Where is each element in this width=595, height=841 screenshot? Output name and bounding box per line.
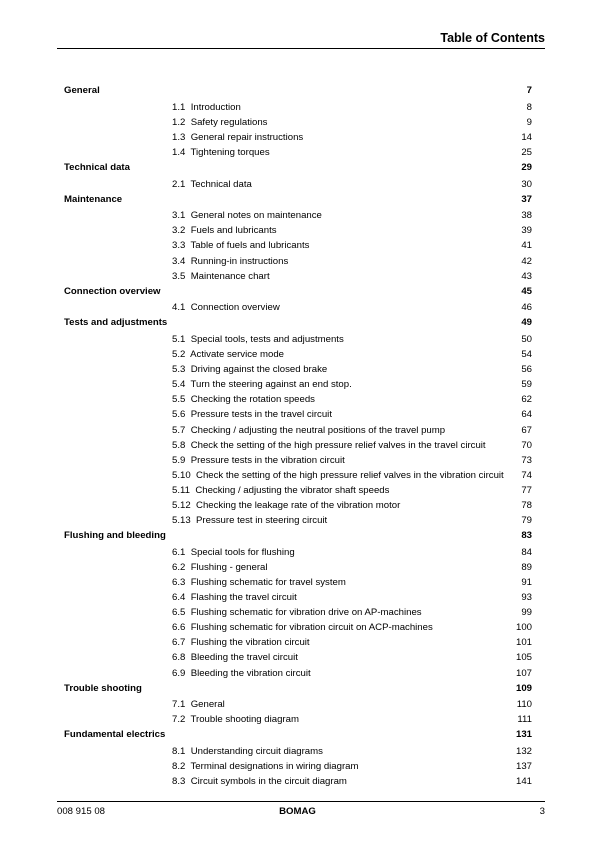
toc-item-page: 64	[521, 409, 532, 421]
toc-item-label	[172, 468, 504, 483]
toc-item-page: 8	[526, 101, 532, 113]
toc-item-label	[172, 377, 352, 392]
toc-item-text: Connection overview	[190, 302, 280, 314]
toc-section-row[interactable]	[64, 681, 532, 698]
toc-item-row[interactable]	[64, 560, 532, 575]
toc-item-page: 101	[515, 637, 532, 649]
toc-item-text: Maintenance chart	[190, 270, 270, 282]
toc-item-page: 9	[526, 116, 532, 128]
toc-section-title: Fundamental electrics	[64, 729, 166, 741]
toc-item-label	[172, 620, 433, 635]
toc-section-page: 45	[521, 285, 532, 297]
toc-item-label	[172, 635, 310, 650]
toc-item-text: Circuit symbols in the circuit diagram	[190, 776, 347, 788]
toc-item-page: 43	[521, 270, 532, 282]
toc-item-text: Check the setting of the high pressure relief valves in the vibration circuit	[196, 469, 504, 481]
toc-item-number: 5.8	[172, 439, 186, 451]
toc-item-row[interactable]	[64, 438, 532, 453]
toc-section-page: 109	[515, 682, 532, 694]
toc-item-text: Introduction	[190, 101, 241, 113]
toc-item-text: Safety regulations	[190, 116, 268, 128]
toc-item-page: 54	[521, 349, 532, 361]
toc-item-number: 3.1	[172, 210, 186, 222]
toc-section-row[interactable]	[64, 192, 532, 209]
toc-item-text: General repair instructions	[190, 131, 304, 143]
toc-section-title: Flushing and bleeding	[64, 530, 166, 542]
toc-section-row[interactable]	[64, 83, 532, 100]
toc-item-text: Flushing the vibration circuit	[190, 637, 310, 649]
toc-item-label	[172, 362, 327, 377]
toc-section-row[interactable]	[64, 315, 532, 332]
toc-item-number: 3.4	[172, 255, 186, 267]
toc-item-text: Table of fuels and lubricants	[190, 240, 310, 252]
toc-section-page: 49	[521, 317, 532, 329]
footer-rule	[57, 801, 545, 802]
toc-item-label	[172, 332, 344, 347]
toc-item-page: 73	[521, 454, 532, 466]
toc-item-row[interactable]	[64, 590, 532, 605]
toc-item-row[interactable]	[64, 635, 532, 650]
toc-item-number: 2.1	[172, 178, 186, 190]
toc-item-row[interactable]	[64, 483, 532, 498]
toc-item-page: 42	[521, 255, 532, 267]
toc-item-label	[172, 145, 270, 160]
toc-item-row[interactable]	[64, 130, 532, 145]
toc-item-page: 30	[521, 178, 532, 190]
toc-section-title: Maintenance	[64, 193, 123, 205]
toc-item-page: 137	[515, 761, 532, 773]
toc-item-label	[172, 407, 332, 422]
toc-item-row[interactable]	[64, 377, 532, 392]
page-header-title: Table of Contents	[440, 31, 545, 45]
toc-item-page: 105	[515, 652, 532, 664]
toc-section-title: Connection overview	[64, 285, 161, 297]
toc-item-label	[172, 560, 267, 575]
toc-section-row[interactable]	[64, 727, 532, 744]
toc-item-text: Checking / adjusting the vibrator shaft speeds	[195, 484, 390, 496]
toc-item-text: Fuels and lubricants	[190, 225, 277, 237]
toc-item-row[interactable]	[64, 575, 532, 590]
toc-item-page: 99	[521, 607, 532, 619]
toc-item-label	[172, 130, 303, 145]
toc-item-number: 4.1	[172, 302, 186, 314]
toc-item-page: 56	[521, 364, 532, 376]
toc-item-text: Pressure tests in the travel circuit	[190, 409, 332, 421]
toc-item-text: Pressure tests in the vibration circuit	[190, 454, 345, 466]
toc-item-number: 6.7	[172, 637, 186, 649]
footer-page-number: 3	[539, 806, 545, 817]
toc-item-text: Tightening torques	[190, 146, 270, 158]
toc-item-number: 8.1	[172, 746, 186, 758]
toc-item-text: General notes on maintenance	[190, 210, 322, 222]
toc-item-row[interactable]	[64, 712, 532, 727]
toc-item-row[interactable]	[64, 498, 532, 513]
toc-item-page: 110	[516, 699, 532, 711]
toc-item-number: 5.5	[172, 394, 186, 406]
toc-item-label	[172, 115, 267, 130]
toc-item-number: 8.2	[172, 761, 186, 773]
toc-item-row[interactable]	[64, 407, 532, 422]
toc-item-label	[172, 347, 284, 362]
toc-item-page: 25	[521, 146, 532, 158]
toc-item-number: 6.8	[172, 652, 186, 664]
toc-item-row[interactable]	[64, 650, 532, 665]
toc-item-label	[172, 483, 389, 498]
toc-item-row[interactable]	[64, 238, 532, 253]
toc-item-label	[172, 759, 359, 774]
toc-item-number: 5.10	[172, 469, 191, 481]
toc-item-number: 5.4	[172, 379, 186, 391]
toc-item-text: Flushing schematic for vibration drive on AP-machines	[190, 607, 422, 619]
toc-section-row[interactable]	[64, 160, 532, 177]
toc-item-text: Check the setting of the high pressure relief valves in the travel circuit	[190, 439, 486, 451]
toc-item-number: 5.1	[172, 334, 186, 345]
toc-item-label	[172, 744, 323, 759]
toc-item-page: 46	[521, 302, 532, 314]
toc-item-label	[172, 177, 252, 192]
toc-item-page: 50	[521, 334, 532, 345]
toc-item-page: 79	[521, 515, 532, 527]
toc-item-row[interactable]	[64, 620, 532, 635]
toc-item-number: 1.4	[172, 146, 186, 158]
toc-item-row[interactable]	[64, 513, 532, 528]
toc-item-text: Checking the leakage rate of the vibration motor	[196, 500, 401, 512]
toc-item-page: 93	[521, 592, 532, 604]
toc-item-row[interactable]	[64, 332, 532, 347]
toc-item-page: 111	[517, 714, 532, 726]
toc-section-page: 7	[526, 85, 532, 96]
toc-item-label	[172, 100, 241, 115]
toc-item-number: 6.4	[172, 592, 186, 604]
toc-item-row[interactable]	[64, 759, 532, 774]
toc-item-text: Flashing the travel circuit	[190, 592, 297, 604]
toc-item-label	[172, 423, 445, 438]
toc-item-page: 59	[521, 379, 532, 391]
toc-item-text: Special tools for flushing	[190, 546, 295, 558]
toc-item-label	[172, 605, 422, 620]
toc-item-text: Flushing schematic for travel system	[190, 577, 346, 588]
toc-item-page: 107	[515, 667, 532, 679]
toc-item-label	[172, 438, 486, 453]
toc-item-label	[172, 712, 299, 727]
toc-item-number: 3.5	[172, 270, 186, 282]
toc-item-page: 62	[521, 394, 532, 406]
toc-item-label	[172, 498, 400, 513]
toc-item-page: 77	[521, 484, 532, 496]
toc-item-text: Special tools, tests and adjustments	[190, 334, 344, 345]
toc-item-label	[172, 269, 270, 284]
toc-item-text: Trouble shooting diagram	[190, 714, 299, 726]
toc-item-number: 5.12	[172, 500, 191, 512]
toc-item-page: 78	[521, 500, 532, 512]
toc-item-row[interactable]	[64, 100, 532, 115]
toc-item-number: 5.2	[172, 349, 186, 361]
table-of-contents	[64, 83, 532, 789]
toc-item-number: 6.2	[172, 561, 186, 573]
toc-item-label	[172, 254, 288, 269]
toc-item-number: 5.9	[172, 454, 186, 466]
toc-item-row[interactable]	[64, 453, 532, 468]
toc-item-page: 84	[521, 546, 532, 558]
toc-item-row[interactable]	[64, 300, 532, 315]
toc-item-number: 5.13	[172, 515, 191, 527]
toc-item-row[interactable]	[64, 392, 532, 407]
toc-item-page: 39	[521, 225, 532, 237]
toc-section-row[interactable]	[64, 284, 532, 301]
toc-item-text: Bleeding the travel circuit	[190, 652, 298, 664]
toc-item-label	[172, 513, 327, 528]
toc-item-label	[172, 697, 225, 712]
toc-item-row[interactable]	[64, 269, 532, 284]
footer-brand: BOMAG	[279, 806, 316, 817]
toc-item-row[interactable]	[64, 605, 532, 620]
toc-item-row[interactable]	[64, 254, 532, 269]
toc-item-number: 5.6	[172, 409, 186, 421]
toc-item-page: 41	[521, 240, 532, 252]
toc-item-row[interactable]	[64, 744, 532, 759]
toc-item-row[interactable]	[64, 177, 532, 192]
toc-item-text: Running-in instructions	[190, 255, 289, 267]
toc-item-page: 14	[521, 131, 532, 143]
toc-item-number: 6.3	[172, 577, 186, 588]
toc-item-page: 141	[515, 776, 532, 788]
toc-item-label	[172, 590, 297, 605]
toc-item-number: 1.2	[172, 116, 186, 128]
toc-item-number: 8.3	[172, 776, 186, 788]
toc-item-text: Checking / adjusting the neutral positions of the travel pump	[190, 424, 446, 436]
toc-item-number: 7.1	[172, 699, 186, 711]
toc-item-row[interactable]	[64, 347, 532, 362]
toc-item-text: Checking the rotation speeds	[190, 394, 315, 406]
toc-item-row[interactable]	[64, 545, 532, 560]
toc-item-text: Flushing schematic for vibration circuit on ACP-machines	[190, 622, 433, 634]
toc-item-row[interactable]	[64, 145, 532, 160]
toc-section-page: 37	[521, 193, 532, 205]
toc-item-text: Terminal designations in wiring diagram	[190, 761, 359, 773]
toc-section-title: Trouble shooting	[64, 682, 142, 694]
toc-item-number: 6.5	[172, 607, 186, 619]
toc-item-row[interactable]	[64, 666, 532, 681]
toc-item-text: Turn the steering against an end stop.	[190, 379, 352, 391]
toc-item-number: 6.9	[172, 667, 186, 679]
toc-item-label	[172, 223, 277, 238]
toc-item-number: 3.3	[172, 240, 186, 252]
toc-section-page: 29	[521, 161, 532, 173]
toc-item-number: 7.2	[172, 714, 186, 726]
toc-item-label	[172, 575, 346, 590]
toc-item-row[interactable]	[64, 697, 532, 712]
toc-item-text: Driving against the closed brake	[190, 364, 328, 376]
toc-item-number: 3.2	[172, 225, 186, 237]
toc-item-label	[172, 238, 309, 253]
toc-item-label	[172, 453, 345, 468]
toc-item-text: Flushing - general	[190, 561, 268, 573]
toc-item-page: 100	[515, 622, 532, 634]
toc-item-row[interactable]	[64, 115, 532, 130]
toc-item-text: Bleeding the vibration circuit	[190, 667, 311, 679]
toc-item-page: 70	[521, 439, 532, 451]
toc-item-number: 5.7	[172, 424, 186, 436]
toc-item-label	[172, 666, 311, 681]
footer-doc-number: 008 915 08	[57, 806, 106, 817]
toc-item-label	[172, 545, 295, 560]
toc-item-row[interactable]	[64, 468, 532, 483]
toc-item-label	[172, 650, 298, 665]
toc-section-page: 83	[521, 530, 532, 542]
toc-item-label	[172, 392, 315, 407]
toc-section-title: Tests and adjustments	[64, 317, 168, 329]
toc-item-row[interactable]	[64, 362, 532, 377]
toc-item-page: 132	[515, 746, 532, 758]
toc-section-row[interactable]	[64, 528, 532, 545]
toc-section-title: General	[64, 85, 100, 96]
toc-section-title: Technical data	[64, 161, 130, 173]
toc-item-page: 89	[521, 561, 532, 573]
toc-item-text: Understanding circuit diagrams	[190, 746, 323, 758]
toc-item-number: 6.1	[172, 546, 186, 558]
toc-item-label	[172, 208, 322, 223]
header-rule	[57, 48, 545, 49]
toc-item-row[interactable]	[64, 774, 532, 789]
toc-item-text: Activate service mode	[190, 349, 284, 361]
toc-item-label	[172, 774, 347, 789]
toc-item-text: General	[190, 699, 225, 711]
toc-item-number: 5.3	[172, 364, 186, 376]
toc-section-page: 131	[515, 729, 532, 741]
toc-item-number: 6.6	[172, 622, 186, 634]
toc-item-page: 91	[521, 577, 532, 588]
toc-item-text: Technical data	[190, 178, 252, 190]
toc-item-number: 5.11	[172, 484, 190, 496]
toc-item-page: 74	[521, 469, 532, 481]
toc-item-text: Pressure test in steering circuit	[196, 515, 328, 527]
toc-item-number: 1.3	[172, 131, 186, 143]
toc-item-row[interactable]	[64, 223, 532, 238]
toc-item-label	[172, 300, 280, 315]
toc-item-row[interactable]	[64, 208, 532, 223]
toc-item-row[interactable]	[64, 423, 532, 438]
toc-item-page: 67	[521, 424, 532, 436]
toc-item-page: 38	[521, 210, 532, 222]
toc-item-number: 1.1	[172, 101, 186, 113]
